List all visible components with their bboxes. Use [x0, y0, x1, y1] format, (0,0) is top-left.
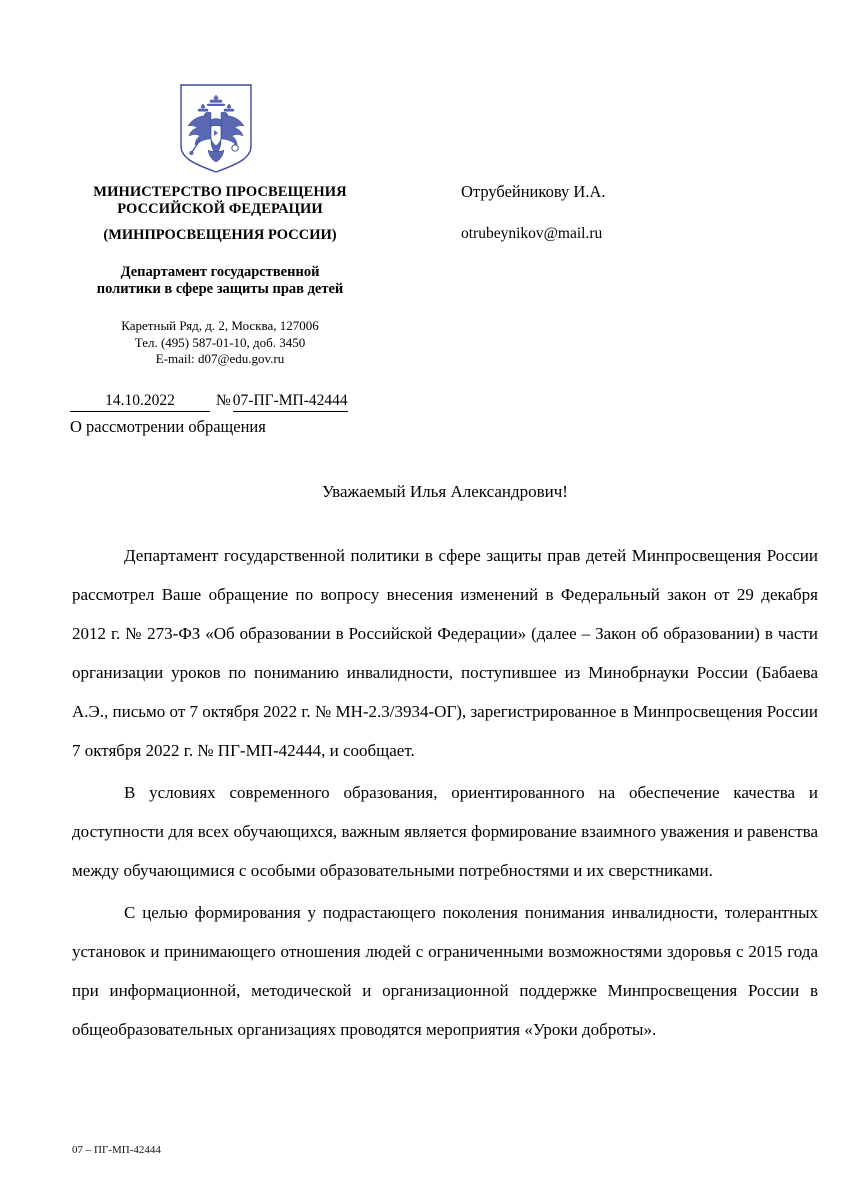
ministry-short-name: (МИНПРОСВЕЩЕНИЯ РОССИИ)	[103, 227, 337, 243]
salutation: Уважаемый Илья Александрович!	[322, 482, 568, 501]
ministry-name-line1: МИНИСТЕРСТВО ПРОСВЕЩЕНИЯ	[93, 184, 347, 200]
postal-address: Каретный Ряд, д. 2, Москва, 127006	[121, 318, 319, 333]
body-paragraph: В условиях современного образования, ориентированного на обеспечение качества и доступности для всех обучающихся, важным является формирование взаимного уважения и равенства между обучающимися с особыми образовательными потребностями и их сверстниками.	[72, 783, 818, 880]
reference-line	[70, 392, 370, 412]
phone-number: Тел. (495) 587-01-10, доб. 3450	[134, 334, 306, 350]
contact-block	[70, 318, 370, 368]
addressee-email: otrubeynikov@mail.ru	[461, 225, 603, 242]
subject-line: О рассмотрении обращения	[70, 417, 266, 436]
addressee-block	[461, 182, 791, 244]
addressee-name: Отрубейникову И.А.	[461, 182, 606, 201]
email-address: E-mail: d07@edu.gov.ru	[155, 351, 285, 366]
document-number: 07-ПГ-МП-42444	[233, 392, 348, 412]
ministry-name-line2: РОССИЙСКОЙ ФЕДЕРАЦИИ	[117, 201, 323, 217]
letterhead	[70, 184, 370, 368]
footer-document-id: 07 – ПГ-МП-42444	[72, 1144, 161, 1156]
coat-of-arms-emblem	[178, 82, 254, 174]
body-paragraph: С целью формирования у подрастающего поколения понимания инвалидности, толерантных установок и принимающего отношения людей с ограниченными возможностями здоровья с 2015 года при информационной, методической и организационной поддержке Минпросвещения России в общеобразовательных организациях проводятся мероприятия «Уроки доброты».	[72, 903, 818, 1039]
number-sign-label: №	[216, 392, 231, 409]
department-name: Департамент государственной политики в сфере защиты прав детей	[96, 264, 344, 297]
ministry-name	[70, 184, 370, 218]
body-paragraph: Департамент государственной политики в сфере защиты прав детей Минпросвещения России рассмотрел Ваше обращение по вопросу внесения изменений в Федеральный закон от 29 декабря 2012 г. № 273-ФЗ «Об образовании в Российской Федерации» (далее – Закон об образовании) в части организации уроков по пониманию инвалидности, поступившее из Минобрнауки России (Бабаева А.Э., письмо от 7 октября 2022 г. № МН-2.3/3934-ОГ), зарегистрированное в Минпросвещения России 7 октября 2022 г. № ПГ-МП-42444, и сообщает.	[72, 546, 818, 760]
letter-body	[72, 480, 818, 1049]
document-date: 14.10.2022	[70, 392, 210, 412]
